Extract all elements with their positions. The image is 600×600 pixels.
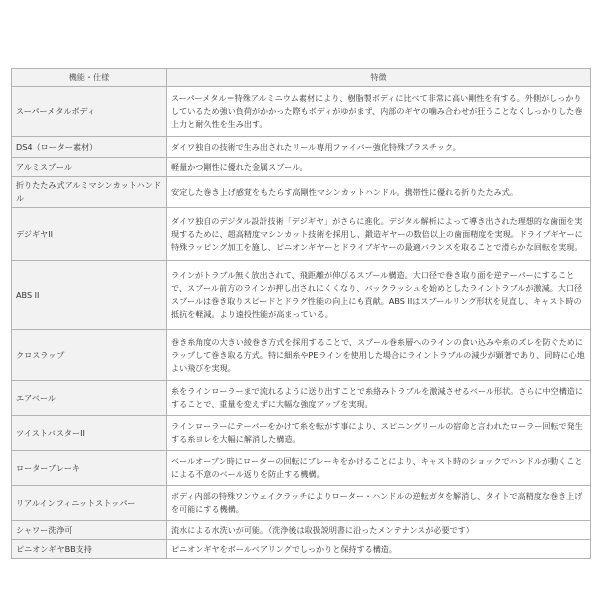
feature-name-cell: エアベール xyxy=(12,381,167,416)
table-row xyxy=(12,521,591,540)
table-row xyxy=(12,451,591,486)
feature-name-cell: ツイストバスターII xyxy=(12,416,167,451)
feature-name-cell: ローターブレーキ xyxy=(12,451,167,486)
feature-description-cell: 糸をラインローラーまで流れるように送り出すことで糸絡みトラブルを激減させるベール形状。さらに中空構造にすることで、重量を変えずに大幅な強度アップを実現。 xyxy=(167,381,591,416)
column-header-feature: 機能・仕様 xyxy=(12,69,167,87)
table-row xyxy=(12,486,591,521)
table-header-row xyxy=(12,69,591,87)
table-row xyxy=(12,208,591,261)
spec-table xyxy=(11,68,591,559)
feature-description-cell: 流水による水洗いが可能。（洗浄後は取扱説明書に沿ったメンテナンスが必要です） xyxy=(167,521,591,540)
feature-description-cell: ダイワ独自のデジタル設計技術「デジギヤ」がさらに進化。デジタル解析によって導き出された理想的な歯面を実現するために、超高精度マシンカット技術を採用し、鍛造ギヤーの数倍以上の歯面精度を実現。ドライブギヤーに特殊ラッピング加工を施し、ピニオンギヤーとドライブギヤーの最適バランスを取ることで滑らかな回転を実現。 xyxy=(167,208,591,261)
table-row xyxy=(12,540,591,559)
table-row xyxy=(12,261,591,330)
table-row xyxy=(12,330,591,381)
feature-name-cell: 折りたたみ式アルミマシンカットハンドル xyxy=(12,177,167,208)
feature-description-cell: ラインがトラブル無く放出されて、飛距離が伸びるスプール構造。大口径で巻き取り面を逆テーパーにすることで、スプール前方のラインが押し出されにくくなり、バックラッシュを始めとしたライントラブルが激減。大口径スプールは巻き取りスピードとドラグ性能の向上にも貢献。ABS IIはスプールリング形状を見直し、キャスト時の抵抗を軽減。より遠投性能が高まっている。 xyxy=(167,261,591,330)
table-row xyxy=(12,381,591,416)
feature-name-cell: ABS II xyxy=(12,261,167,330)
feature-description-cell: 安定した巻き上げ感覚をもたらす高剛性マシンカットハンドル。携帯性に優れる折りたたみ式。 xyxy=(167,177,591,208)
table-row xyxy=(12,158,591,177)
table-row xyxy=(12,87,591,137)
feature-description-cell: ベールオープン時にローターの回転にブレーキをかけることにより、キャスト時のショックでハンドルが動くことによる不意のベール返りを防止する機構。 xyxy=(167,451,591,486)
feature-description-cell: ダイワ独自の技術で生み出されたリール専用ファイバー強化特殊プラスチック。 xyxy=(167,137,591,158)
column-header-description: 特徴 xyxy=(167,69,591,87)
feature-name-cell: シャワー洗浄可 xyxy=(12,521,167,540)
feature-name-cell: クロスラップ xyxy=(12,330,167,381)
feature-name-cell: スーパーメタルボディ xyxy=(12,87,167,137)
feature-description-cell: 巻き糸角度の大きい綾巻き方式を採用することで、スプール巻糸層へのラインの食い込みや糸のズレを防ぐためにラップして巻き取る方式。特に細糸やPEラインを使用した場合にライントラブルの減少が顕著であり、同時に心地よい飛びを実現。 xyxy=(167,330,591,381)
feature-name-cell: ピニオンギヤBB支持 xyxy=(12,540,167,559)
table-body xyxy=(12,87,591,559)
feature-description-cell: 軽量かつ剛性に優れた金属スプール。 xyxy=(167,158,591,177)
table-row xyxy=(12,177,591,208)
feature-name-cell: アルミスプール xyxy=(12,158,167,177)
feature-description-cell: ピニオンギヤをボールベアリングでしっかりと保持する構造。 xyxy=(167,540,591,559)
feature-description-cell: スーパーメタル＝特殊アルミニウム素材により、樹脂製ボディに比べて非常に高い剛性を有する。外側がしっかりしているため強い負荷がかかった際もボディがゆがまず、内部のギヤの噛み合わせが狂うことなくしっかりした巻上力と耐久性を生み出す。 xyxy=(167,87,591,137)
feature-name-cell: DS4（ローター素材） xyxy=(12,137,167,158)
feature-description-cell: ラインローラーにテーパーをかけて糸を転がす事により、スピニングリールの宿命と言われたローラー回転で発生する糸ヨレを大幅に解消した構造。 xyxy=(167,416,591,451)
table-row xyxy=(12,416,591,451)
feature-name-cell: リアルインフィニットストッパー xyxy=(12,486,167,521)
table-row xyxy=(12,137,591,158)
feature-name-cell: デジギヤII xyxy=(12,208,167,261)
feature-description-cell: ボディ内部の特殊ワンウェイクラッチによりローター・ハンドルの逆転ガタを解消し、タイトで高精度な巻き上げを可能にする機構。 xyxy=(167,486,591,521)
